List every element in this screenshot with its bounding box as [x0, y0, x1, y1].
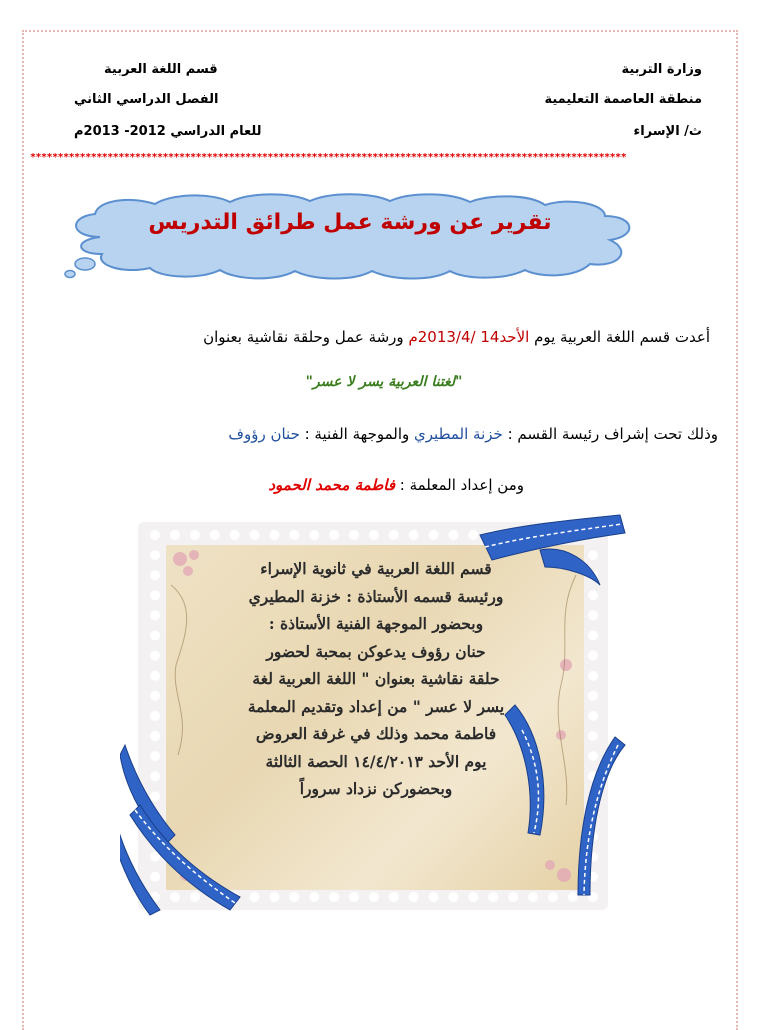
intro-text-start: أعدت قسم اللغة العربية يوم [529, 328, 710, 346]
intro-paragraph [203, 328, 710, 346]
teacher-name: فاطمة محمد الحمود [268, 476, 395, 494]
workshop-theme: "لغتنا العربية يسر لا عسر" [305, 374, 463, 390]
intro-text-end: ورشة عمل وحلقة نقاشية بعنوان [203, 328, 409, 346]
supervision-paragraph [228, 425, 718, 443]
invitation-line: يوم الأحد ١٤/٤/٢٠١٣ الحصة الثالثة [265, 751, 487, 771]
department-line: قسم اللغة العربية [104, 62, 218, 77]
supervisor-label: والموجهة الفنية : [299, 425, 415, 443]
department-head-name: خزنة المطيري [414, 425, 503, 443]
district-line: منطقة العاصمة التعليمية [544, 92, 702, 107]
teacher-paragraph [268, 476, 524, 494]
star-separator: ************************************************************************************************************ [30, 152, 627, 163]
teacher-label: ومن إعداد المعلمة : [395, 476, 524, 494]
invitation-line: وبحضور الموجهة الفنية الأستاذة : [268, 614, 484, 633]
supervisor-name: حنان رؤوف [228, 425, 300, 443]
invitation-line: وبحضوركن نزداد سروراً [299, 779, 453, 798]
invitation-line: ورئيسة قسمه الأستاذة : خزنة المطيري [248, 586, 504, 606]
blue-ribbon-decor [120, 505, 640, 920]
invitation-line: حنان رؤوف يدعوكن بمحبة لحضور [266, 641, 486, 661]
invitation-line: فاطمة محمد وذلك في غرفة العروض [255, 724, 497, 743]
supervision-text: وذلك تحت إشراف رئيسة القسم : [502, 425, 718, 443]
ministry-line: وزارة التربية [621, 62, 702, 77]
invitation-line: يسر لا عسر " من إعداد وتقديم المعلمة [247, 696, 505, 716]
invitation-line: قسم اللغة العربية في ثانوية الإسراء [260, 559, 492, 578]
school-line: ث/ الإسراء [633, 124, 702, 139]
year-line: للعام الدراسي 2012- 2013م [74, 124, 262, 139]
report-title: تقرير عن ورشة عمل طرائق التدريس [148, 210, 552, 235]
workshop-date: الأحد14 /2013/4م [408, 328, 530, 346]
title-cloud [60, 192, 640, 282]
invitation-line: حلقة نقاشية بعنوان " اللغة العربية لغة [252, 669, 500, 688]
semester-line: الفصل الدراسي الثاني [74, 92, 219, 107]
